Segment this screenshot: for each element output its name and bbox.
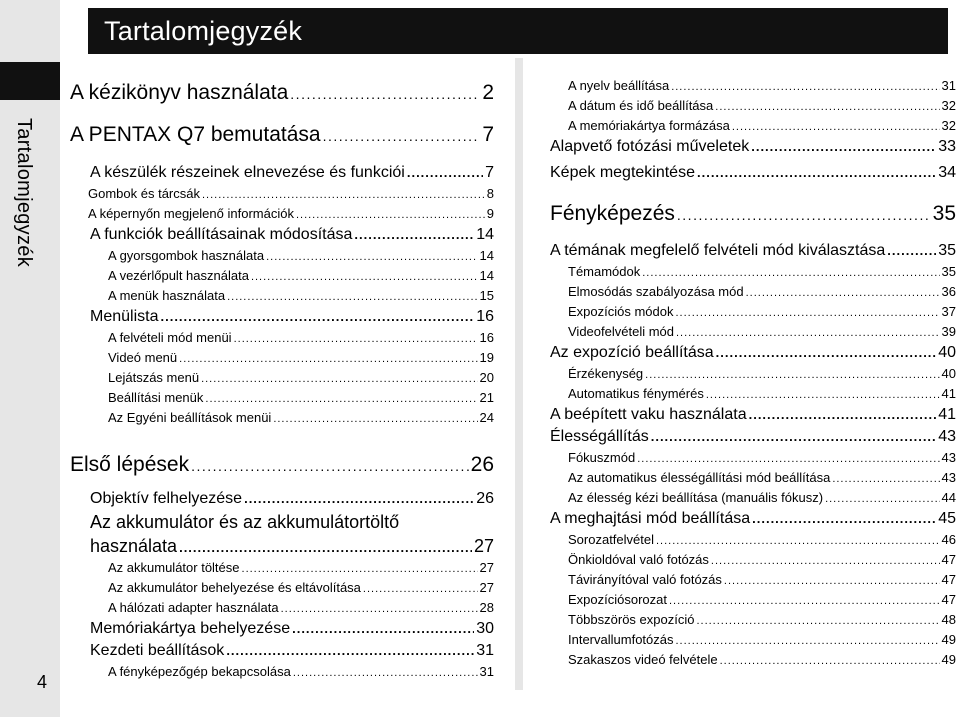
- leader-dots: [715, 97, 939, 116]
- page-title: Tartalomjegyzék: [104, 16, 303, 46]
- toc-entry-page: 47: [941, 552, 956, 567]
- toc-entry[interactable]: [70, 266, 494, 286]
- toc-entry-title: Az Egyéni beállítások menüi: [108, 410, 272, 425]
- leader-dots: [645, 365, 939, 384]
- toc-entry-page: 47: [941, 592, 956, 607]
- leader-dots: [292, 618, 474, 640]
- toc-entry[interactable]: [70, 640, 494, 662]
- toc-entry-title: Élességállítás: [550, 428, 649, 445]
- toc-entry-page: 28: [479, 600, 494, 615]
- toc-entry-page: 14: [479, 248, 494, 263]
- toc-entry-page: 35: [932, 202, 956, 225]
- toc-entry-title: A képernyőn megjelenő információk: [88, 206, 294, 221]
- toc-entry[interactable]: [550, 282, 956, 302]
- toc-entry[interactable]: [550, 136, 956, 158]
- leader-dots: [242, 559, 478, 578]
- leader-dots: [676, 323, 940, 342]
- toc-entry-page: 27: [479, 560, 494, 575]
- toc-entry-page: 15: [479, 288, 494, 303]
- toc-entry-page: 20: [479, 370, 494, 385]
- toc-entry-title: Alapvető fotózási műveletek: [550, 138, 750, 155]
- toc-entry[interactable]: [70, 408, 494, 428]
- leader-dots: [354, 224, 474, 246]
- toc-entry-title: Fényképezés: [550, 202, 675, 225]
- toc-entry-page: 26: [470, 453, 494, 476]
- leader-dots: [637, 449, 939, 468]
- toc-entry[interactable]: [550, 488, 956, 508]
- leader-dots: [677, 197, 931, 232]
- toc-entry-title: A dátum és idő beállítása: [568, 98, 714, 113]
- toc-entry[interactable]: [70, 72, 494, 114]
- toc-entry-title: A menük használata: [108, 288, 226, 303]
- toc-entry-title: Az élesség kézi beállítása (manuális fókusz): [568, 490, 824, 505]
- toc-entry-page: 32: [941, 118, 956, 133]
- toc-entry-page: 14: [476, 226, 494, 243]
- column-divider: [515, 58, 523, 690]
- toc-entry[interactable]: [550, 630, 956, 650]
- toc-entry-title: Expozíciósorozat: [568, 592, 667, 607]
- toc-entry-title: A vezérlőpult használata: [108, 268, 249, 283]
- toc-entry-page: 31: [476, 642, 494, 659]
- toc-entry-title: A memóriakártya formázása: [568, 118, 730, 133]
- toc-entry[interactable]: [70, 388, 494, 408]
- toc-entry[interactable]: [550, 426, 956, 448]
- toc-entry-title: Az akkumulátor behelyezése és eltávolítása: [108, 580, 361, 595]
- toc-entry[interactable]: [550, 364, 956, 384]
- toc-entry-page: 19: [479, 350, 494, 365]
- toc-entry-title: A nyelv beállítása: [568, 78, 670, 93]
- toc-entry-title: Beállítási menük: [108, 390, 204, 405]
- toc-entry[interactable]: [550, 96, 956, 116]
- leader-dots: [752, 508, 936, 530]
- leader-dots: [273, 409, 477, 428]
- leader-dots: [191, 445, 469, 486]
- toc-entry[interactable]: [70, 510, 494, 534]
- toc-entry-title: Gombok és tárcsák: [88, 186, 200, 201]
- toc-entry-page: 27: [473, 536, 494, 556]
- toc-entry-page: 33: [938, 138, 956, 155]
- toc-entry-title: Kezdeti beállítások: [90, 642, 225, 659]
- toc-entry-title: Szakaszos videó felvétele: [568, 652, 718, 667]
- toc-entry-page: 40: [938, 344, 956, 361]
- leader-dots: [179, 536, 472, 558]
- toc-entry-page: 31: [479, 664, 494, 679]
- toc-left-column: [70, 72, 494, 682]
- toc-entry-page: 16: [479, 330, 494, 345]
- toc-entry[interactable]: [70, 444, 494, 486]
- leader-dots: [832, 469, 939, 488]
- leader-dots: [293, 663, 478, 682]
- toc-entry-page: 40: [941, 366, 956, 381]
- toc-entry-title: Intervallumfotózás: [568, 632, 674, 647]
- leader-dots: [720, 651, 940, 670]
- toc-entry-title: Képek megtekintése: [550, 164, 695, 181]
- toc-entry-page: 7: [482, 123, 494, 146]
- toc-entry[interactable]: [550, 468, 956, 488]
- toc-entry-title: Objektív felhelyezése: [90, 490, 243, 507]
- toc-entry[interactable]: [550, 302, 956, 322]
- toc-entry[interactable]: [550, 610, 956, 630]
- toc-entry-page: 16: [476, 308, 494, 325]
- toc-entry[interactable]: [70, 162, 494, 184]
- toc-entry[interactable]: [70, 184, 494, 204]
- toc-entry-title: Sorozatfelvétel: [568, 532, 654, 547]
- toc-entry-page: 39: [941, 324, 956, 339]
- toc-entry[interactable]: [70, 286, 494, 306]
- toc-entry-page: 7: [485, 164, 494, 181]
- toc-entry[interactable]: [550, 76, 956, 96]
- leader-dots: [697, 162, 936, 184]
- leader-dots: [281, 599, 478, 618]
- leader-dots: [201, 369, 477, 388]
- toc-entry-page: 43: [941, 470, 956, 485]
- toc-entry[interactable]: [70, 618, 494, 640]
- leader-dots: [711, 551, 940, 570]
- toc-entry[interactable]: [550, 240, 956, 262]
- toc-entry[interactable]: [550, 384, 956, 404]
- leader-dots: [266, 247, 477, 266]
- leader-dots: [749, 404, 937, 426]
- toc-entry[interactable]: [70, 328, 494, 348]
- toc-entry[interactable]: [70, 306, 494, 328]
- toc-entry-page: 44: [941, 490, 956, 505]
- toc-entry-title: használata: [90, 536, 178, 556]
- toc-entry-page: 45: [938, 510, 956, 527]
- toc-entry[interactable]: [70, 488, 494, 510]
- toc-entry-page: 36: [941, 284, 956, 299]
- leader-dots: [642, 263, 939, 282]
- leader-dots: [363, 579, 478, 598]
- toc-entry[interactable]: [550, 590, 956, 610]
- toc-entry-page: 43: [938, 428, 956, 445]
- toc-entry-page: 47: [941, 572, 956, 587]
- toc-entry-title: Többszörös expozíció: [568, 612, 695, 627]
- toc-entry-title: A hálózati adapter használata: [108, 600, 279, 615]
- toc-entry[interactable]: [550, 448, 956, 468]
- toc-entry-page: 32: [941, 98, 956, 113]
- toc-entry-title: Elmosódás szabályozása mód: [568, 284, 744, 299]
- toc-entry-page: 43: [941, 450, 956, 465]
- side-tab-label: Tartalomjegyzék: [13, 118, 35, 268]
- leader-dots: [296, 205, 485, 224]
- toc-entry-page: 48: [941, 612, 956, 627]
- toc-entry-title: A fényképezőgép bekapcsolása: [108, 664, 291, 679]
- toc-entry[interactable]: [70, 114, 494, 156]
- toc-entry[interactable]: [550, 322, 956, 342]
- toc-entry[interactable]: [70, 368, 494, 388]
- toc-entry-page: 24: [479, 410, 494, 425]
- toc-entry[interactable]: [550, 404, 956, 426]
- toc-entry-page: 21: [479, 390, 494, 405]
- toc-entry-page: 27: [479, 580, 494, 595]
- leader-dots: [407, 162, 483, 184]
- leader-dots: [656, 531, 940, 550]
- toc-entry-page: 37: [941, 304, 956, 319]
- leader-dots: [676, 631, 940, 650]
- toc-entry-page: 2: [482, 81, 494, 104]
- leader-dots: [202, 185, 485, 204]
- toc-entry[interactable]: [70, 558, 494, 578]
- toc-entry-title: A beépített vaku használata: [550, 406, 747, 423]
- toc-entry[interactable]: [70, 246, 494, 266]
- toc-entry-title: Automatikus fénymérés: [568, 386, 704, 401]
- toc-entry-title: Az expozíció beállítása: [550, 344, 714, 361]
- toc-entry-title: Az akkumulátor és az akkumulátortöltő: [90, 512, 400, 532]
- toc-right-column: [550, 76, 956, 670]
- leader-dots: [724, 571, 940, 590]
- toc-entry-title: Videó menü: [108, 350, 178, 365]
- toc-entry-title: A PENTAX Q7 bemutatása: [70, 123, 321, 146]
- page-number: 4: [37, 672, 48, 692]
- toc-entry-title: Témamódok: [568, 264, 641, 279]
- toc-entry[interactable]: [550, 550, 956, 570]
- toc-entry[interactable]: [550, 162, 956, 184]
- leader-dots: [706, 385, 940, 404]
- toc-entry[interactable]: [550, 196, 956, 232]
- toc-entry-title: A felvételi mód menüi: [108, 330, 232, 345]
- leader-dots: [323, 115, 481, 156]
- toc-entry-title: Expozíciós módok: [568, 304, 674, 319]
- leader-dots: [651, 426, 936, 448]
- toc-entry-page: 14: [479, 268, 494, 283]
- leader-dots: [751, 136, 936, 158]
- leader-dots: [716, 342, 937, 364]
- toc-entry[interactable]: [70, 224, 494, 246]
- toc-entry[interactable]: [70, 578, 494, 598]
- toc-entry[interactable]: [70, 598, 494, 618]
- leader-dots: [290, 73, 480, 114]
- toc-entry-title: Az akkumulátor töltése: [108, 560, 240, 575]
- toc-entry-page: 9: [486, 206, 494, 221]
- toc-entry-page: 31: [941, 78, 956, 93]
- leader-dots: [746, 283, 940, 302]
- toc-entry[interactable]: [550, 570, 956, 590]
- toc-entry[interactable]: [70, 204, 494, 224]
- toc-entry-page: 41: [941, 386, 956, 401]
- leader-dots: [671, 77, 939, 96]
- toc-entry-page: 49: [941, 652, 956, 667]
- toc-entry[interactable]: [550, 508, 956, 530]
- toc-entry-title: A funkciók beállításainak módosítása: [90, 226, 353, 243]
- toc-entry-title: Fókuszmód: [568, 450, 636, 465]
- toc-entry-title: A kézikönyv használata: [70, 81, 289, 104]
- leader-dots: [244, 488, 474, 510]
- toc-entry-page: 35: [938, 242, 956, 259]
- toc-entry-page: 26: [476, 490, 494, 507]
- toc-entry-page: 34: [938, 164, 956, 181]
- leader-dots: [732, 117, 940, 136]
- toc-entry-title: A készülék részeinek elnevezése és funkciói: [90, 164, 405, 181]
- toc-entry-title: Az automatikus élességállítási mód beállítása: [568, 470, 831, 485]
- leader-dots: [234, 329, 478, 348]
- toc-entry[interactable]: [550, 530, 956, 550]
- toc-entry-page: 35: [941, 264, 956, 279]
- toc-entry-title: Távirányítóval való fotózás: [568, 572, 722, 587]
- side-tab-marker: [0, 62, 60, 100]
- leader-dots: [227, 287, 477, 306]
- side-tab: [0, 0, 60, 717]
- leader-dots: [251, 267, 478, 286]
- leader-dots: [669, 591, 940, 610]
- toc-entry[interactable]: [70, 662, 494, 682]
- toc-entry-page: 41: [938, 406, 956, 423]
- toc-entry-page: 49: [941, 632, 956, 647]
- toc-entry-title: A gyorsgombok használata: [108, 248, 265, 263]
- toc-entry-page: 46: [941, 532, 956, 547]
- toc-entry[interactable]: [70, 534, 494, 558]
- toc-entry-title: Érzékenység: [568, 366, 644, 381]
- toc-entry-title: Memóriakártya behelyezése: [90, 620, 291, 637]
- toc-entry[interactable]: [550, 116, 956, 136]
- leader-dots: [205, 389, 477, 408]
- toc-entry[interactable]: [70, 348, 494, 368]
- toc-entry-title: Első lépések: [70, 453, 190, 476]
- toc-entry-title: Lejátszás menü: [108, 370, 200, 385]
- leader-dots: [825, 489, 939, 508]
- leader-dots: [179, 349, 477, 368]
- leader-dots: [226, 640, 474, 662]
- leader-dots: [696, 611, 939, 630]
- toc-entry[interactable]: [550, 650, 956, 670]
- toc-entry-title: Önkioldóval való fotózás: [568, 552, 709, 567]
- toc-entry-page: 8: [486, 186, 494, 201]
- leader-dots: [676, 303, 940, 322]
- toc-entry-title: Menülista: [90, 308, 159, 325]
- leader-dots: [887, 240, 936, 262]
- toc-entry-title: A témának megfelelő felvételi mód kiválasztása: [550, 242, 886, 259]
- leader-dots: [160, 306, 474, 328]
- toc-entry-title: Videofelvételi mód: [568, 324, 674, 339]
- toc-entry-page: 30: [476, 620, 494, 637]
- toc-entry[interactable]: [550, 262, 956, 282]
- toc-entry-title: A meghajtási mód beállítása: [550, 510, 751, 527]
- toc-entry[interactable]: [550, 342, 956, 364]
